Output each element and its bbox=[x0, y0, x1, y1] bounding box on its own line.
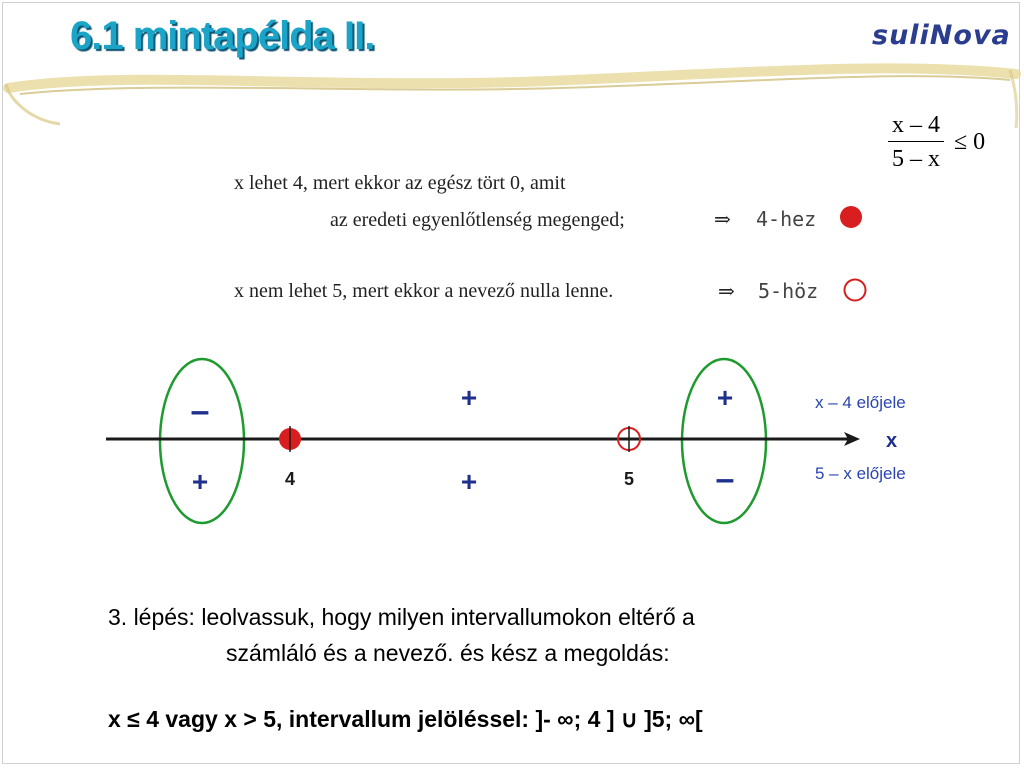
point-included-label: 4-hez bbox=[756, 207, 817, 231]
fraction-numerator: x – 4 bbox=[888, 112, 944, 142]
sign-top-middle: + bbox=[460, 382, 478, 413]
tick-label-5: 5 bbox=[623, 469, 635, 489]
note-line-2: az eredeti egyenlőtlenség megenged; bbox=[330, 209, 625, 231]
open-circle-icon bbox=[840, 276, 870, 304]
fraction-denominator: 5 – x bbox=[892, 146, 940, 172]
left-ellipse bbox=[160, 359, 244, 523]
implies-arrow-1: ⇒ bbox=[714, 207, 731, 231]
sign-top-left: – bbox=[190, 392, 210, 430]
step-text-line-2: számláló és a nevező. és kész a megoldás: bbox=[226, 640, 670, 666]
sign-bottom-right: – bbox=[715, 460, 735, 498]
filled-circle-icon bbox=[836, 204, 866, 232]
page-title: 6.1 mintapélda II. bbox=[70, 14, 375, 58]
sign-top-right: + bbox=[716, 382, 734, 413]
legend-denominator-sign: 5 – x előjele bbox=[815, 464, 906, 483]
sign-bottom-left: + bbox=[191, 466, 209, 497]
sign-bottom-middle: + bbox=[460, 466, 478, 497]
tick-label-4: 4 bbox=[284, 469, 296, 489]
relation-sign: ≤ 0 bbox=[954, 129, 986, 155]
sulinova-logo: suliNova bbox=[872, 20, 1011, 51]
note-line-3: x nem lehet 5, mert ekkor a nevező nulla lenne. bbox=[234, 280, 614, 302]
step-text-line-1: 3. lépés: leolvassuk, hogy milyen intervallumokon eltérő a bbox=[108, 604, 695, 630]
implies-arrow-2: ⇒ bbox=[718, 279, 735, 303]
inequality-formula bbox=[888, 112, 985, 173]
point-excluded-label: 5-höz bbox=[758, 279, 819, 303]
solution-answer: x ≤ 4 vagy x > 5, intervallum jelöléssel: ]- ∞; 4 ] ∪ ]5; ∞[ bbox=[108, 706, 703, 732]
note-line-1: x lehet 4, mert ekkor az egész tört 0, amit bbox=[234, 172, 566, 194]
fraction bbox=[888, 112, 944, 173]
axis-label-x: x bbox=[886, 430, 898, 452]
legend-numerator-sign: x – 4 előjele bbox=[815, 393, 906, 412]
sign-chart bbox=[0, 350, 1024, 530]
